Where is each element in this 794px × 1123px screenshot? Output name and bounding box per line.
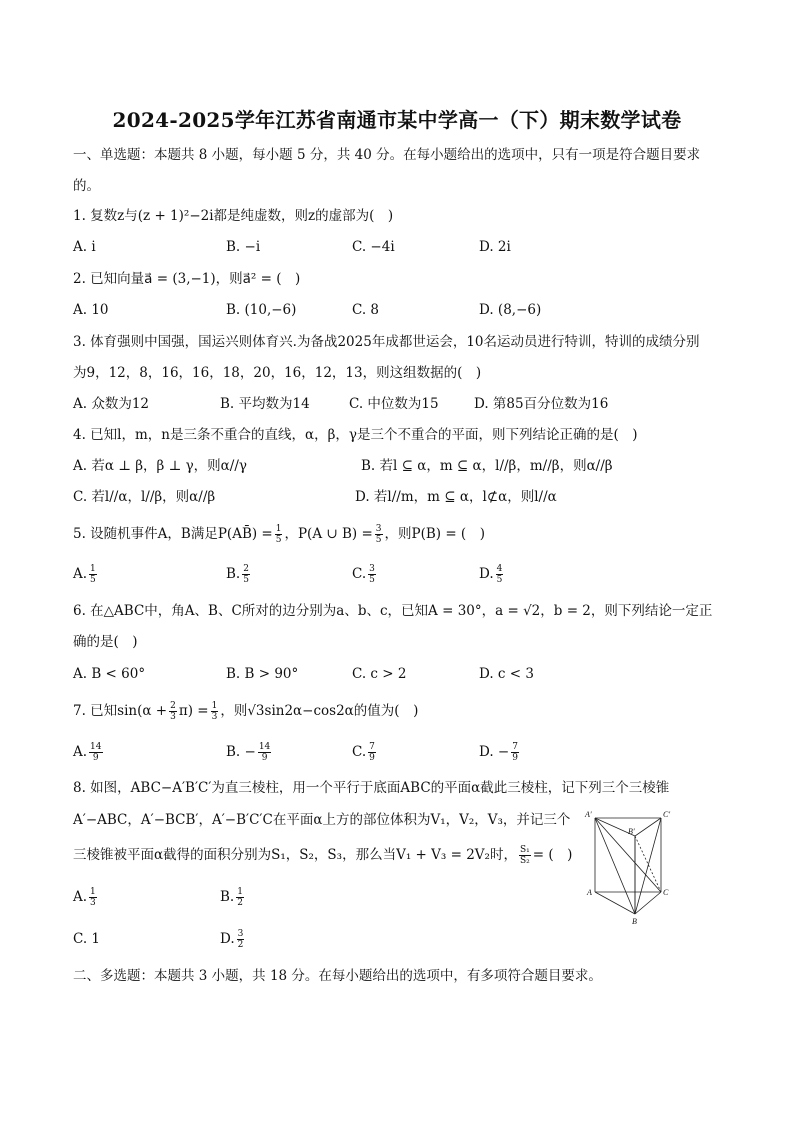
q4-option-d: D. 若l//m，m ⊆ α，l⊄α，则l//α <box>355 489 557 505</box>
edge-ab <box>595 892 635 914</box>
q1-option-a: A. i <box>73 239 96 255</box>
question-6-stem-line2: 确的是( ) <box>73 634 138 650</box>
label-a: A <box>587 888 592 897</box>
q2-option-a: A. 10 <box>73 302 109 318</box>
question-4-stem: 4. 已知l，m，n是三条不重合的直线，α，β，γ是三个不重合的平面，则下列结论正确的是( ) <box>73 427 638 443</box>
edge-b1c <box>635 836 661 892</box>
q1-option-c: C. −4i <box>352 239 395 255</box>
question-3-stem-line1: 3. 体育强则中国强，国运兴则体育兴.为备战2025年成都世运会，10名运动员进行特训，特训的成绩分别 <box>73 334 700 350</box>
q6-option-c: C. c > 2 <box>352 666 407 682</box>
label-c: C <box>663 888 669 897</box>
q3-option-c: C. 中位数为15 <box>349 396 439 412</box>
question-6-stem-line1: 6. 在△ABC中，角A、B、C所对的边分别为a、b、c，已知A = 30°，a = √2，b = 2，则下列结论一定正 <box>73 603 713 619</box>
q3-option-d: D. 第85百分位数为16 <box>474 396 609 412</box>
label-b1: B′ <box>628 827 635 836</box>
q8-option-b: B. $\frac{1}{2}$ <box>220 887 243 908</box>
q8-option-d: D. $\frac{3}{2}$ <box>220 929 244 950</box>
q3-option-b: B. 平均数为14 <box>220 396 310 412</box>
q3-option-a: A. 众数为12 <box>73 396 150 412</box>
question-7-stem: 7. 已知sin(α + $\frac{2}{3}$ π) = $\frac{1}{3}$ ，则√3sin2α−cos2α的值为( ) <box>73 701 419 722</box>
label-a1: A′ <box>585 810 592 819</box>
q7-option-a: A. $\frac{14}{9}$ <box>73 742 102 763</box>
edge-bc1 <box>635 818 661 914</box>
page-title: 2024-2025学年江苏省南通市某中学高一（下）期末数学试卷 <box>112 108 682 132</box>
q6-option-a: A. B < 60° <box>73 666 146 682</box>
question-5-stem: 5. 设随机事件A，B满足P(AB̄) = $\frac{1}{5}$ ，P(A ∪ B) = $\frac{3}{5}$ ，则P(B) = ( ) <box>73 524 485 545</box>
q5-option-d: D. $\frac{4}{5}$ <box>479 564 503 585</box>
label-b: B <box>632 917 637 926</box>
q7-option-d: D. − $\frac{7}{9}$ <box>479 742 518 763</box>
question-3-stem-line2: 为9，12，8，16，16，18，20，16，12，13，则这组数据的( ) <box>73 365 482 381</box>
q2-option-b: B. (10,−6) <box>226 302 297 318</box>
q8-option-a: A. $\frac{1}{3}$ <box>73 887 96 908</box>
question-8-stem-line1: 8. 如图，ABC−A′B′C′为直三棱柱，用一个平行于底面ABC的平面α截此三棱柱，记下列三个三棱锥 <box>73 780 670 796</box>
prism-figure <box>583 808 683 928</box>
q1-option-b: B. −i <box>226 239 261 255</box>
q5-option-a: A. $\frac{1}{5}$ <box>73 564 96 585</box>
q5-option-c: C. $\frac{3}{5}$ <box>352 564 375 585</box>
q7-option-c: C. $\frac{7}{9}$ <box>352 742 375 763</box>
q5-option-b: B. $\frac{2}{5}$ <box>226 564 249 585</box>
section1-heading-line2: 的。 <box>73 178 100 194</box>
question-8-stem-line2: A′−ABC，A′−BCB′，A′−B′C′C在平面α上方的部位体积为V₁，V₂，V₃，并记三个 <box>73 812 571 828</box>
edge-bc <box>635 892 661 914</box>
q2-option-d: D. (8,−6) <box>479 302 542 318</box>
q2-option-c: C. 8 <box>352 302 380 318</box>
question-8-stem-line3: 三棱锥被平面α截得的面积分别为S₁，S₂，S₃，那么当V₁ + V₃ = 2V₂时， $\frac{\text{S₁}}{\text{S₂}}$ = ( ) <box>73 845 573 866</box>
q4-option-c: C. 若l//α，l//β，则α//β <box>73 489 216 505</box>
q7-option-b: B. − $\frac{14}{9}$ <box>226 742 271 763</box>
fraction: $\frac{1}{5}$ <box>275 524 282 545</box>
question-2-stem: 2. 已知向量a⃗ = (3,−1)，则a⃗² = ( ) <box>73 271 301 287</box>
q4-option-b: B. 若l ⊆ α，m ⊆ α，l//β，m//β，则α//β <box>361 458 613 474</box>
q8-option-c: C. 1 <box>73 931 101 947</box>
q4-option-a: A. 若α ⊥ β，β ⊥ γ，则α//γ <box>73 458 247 474</box>
label-c1: C′ <box>663 810 671 819</box>
q1-option-d: D. 2i <box>479 239 511 255</box>
q6-option-b: B. B > 90° <box>226 666 299 682</box>
section2-heading: 二、多选题：本题共 3 小题，共 18 分。在每小题给出的选项中，有多项符合题目要求。 <box>73 968 602 984</box>
question-1-stem: 1. 复数z与(z + 1)²−2i都是纯虚数，则z的虚部为( ) <box>73 208 394 224</box>
section1-heading-line1: 一、单选题：本题共 8 小题，每小题 5 分，共 40 分。在每小题给出的选项中，只有一项是符合题目要求 <box>73 147 701 163</box>
q6-option-d: D. c < 3 <box>479 666 534 682</box>
fraction: $\frac{3}{5}$ <box>375 524 382 545</box>
